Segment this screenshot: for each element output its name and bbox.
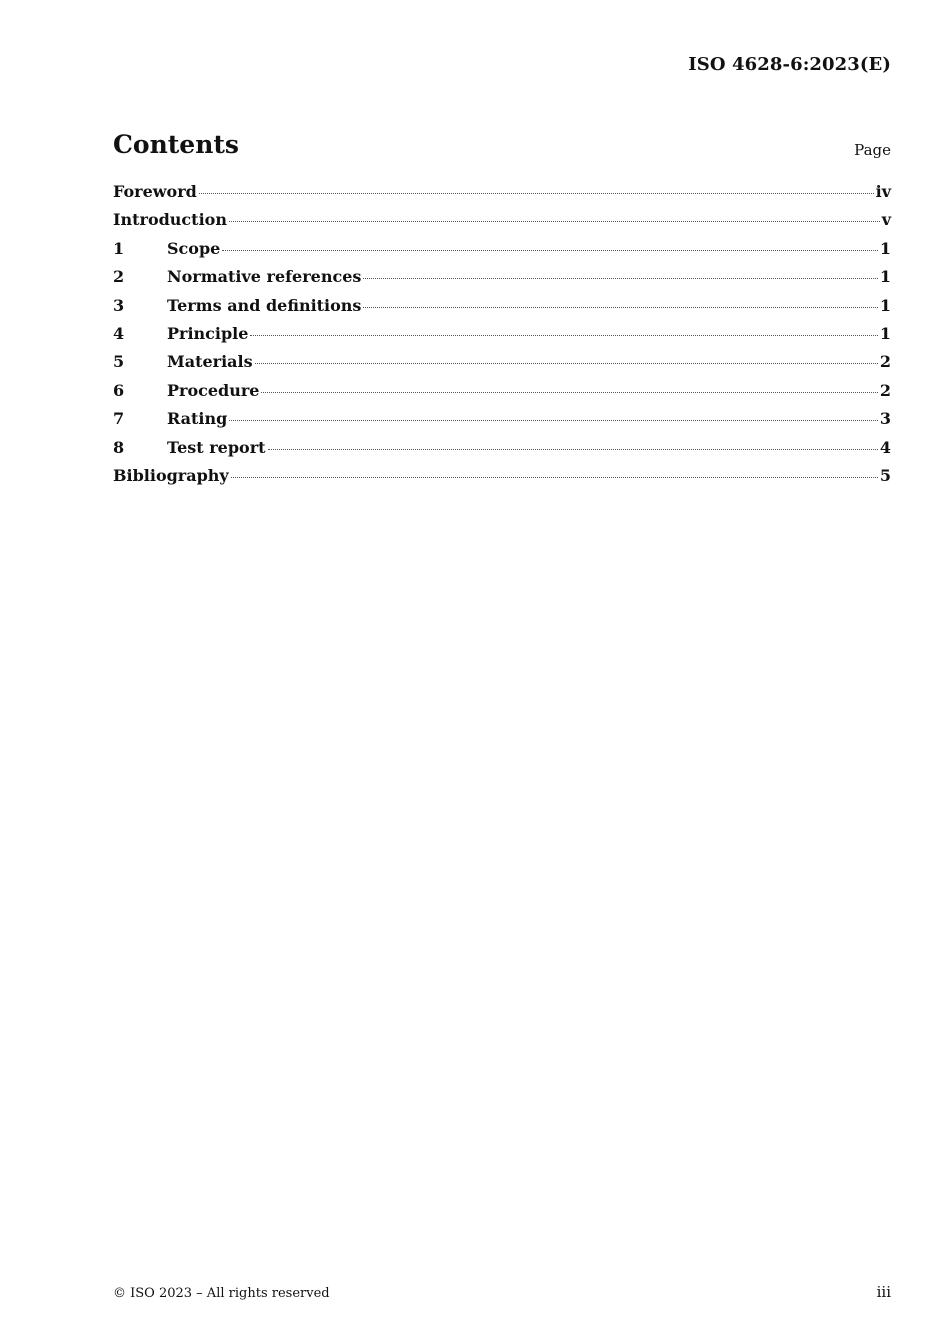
dot-leader [363, 278, 877, 279]
toc-entry-title: Normative references [167, 267, 362, 287]
toc-entry-rating[interactable] [113, 409, 891, 437]
toc-entry-introduction[interactable] [113, 210, 891, 238]
toc-entry-page: 1 [879, 323, 891, 343]
toc-entry-number: 5 [113, 352, 125, 372]
toc-entry-page: 1 [879, 238, 891, 258]
toc-entry-number: 3 [113, 295, 125, 315]
toc-entry-page: 1 [879, 295, 891, 315]
toc-entry-page: 3 [879, 409, 891, 429]
toc-entry-materials[interactable] [113, 352, 891, 380]
document-id: ISO 4628-6:2023(E) [688, 54, 891, 75]
toc-entry-page: iv [875, 182, 891, 201]
dot-leader [255, 363, 878, 364]
toc-entry-principle[interactable] [113, 324, 891, 352]
toc-entry-title: Scope [167, 238, 221, 258]
toc-entry-number: 6 [113, 380, 125, 400]
dot-leader [222, 250, 878, 251]
toc-entry-page: 2 [879, 380, 891, 400]
toc-entry-title: Test report [167, 437, 266, 457]
toc-entry-test-report[interactable] [113, 438, 891, 466]
toc-entry-page: 4 [879, 437, 891, 457]
contents-title: Contents [113, 130, 240, 159]
toc-entry-number: 8 [113, 437, 125, 457]
toc-entry-number: 1 [113, 238, 125, 258]
toc-entry-page: v [881, 210, 891, 230]
toc-entry-title: Terms and definitions [167, 295, 362, 315]
toc-entry-terms-and-definitions[interactable] [113, 296, 891, 324]
toc-entry-number: 2 [113, 267, 125, 287]
footer-page-number: iii [876, 1283, 891, 1301]
toc-entry-number: 7 [113, 409, 125, 429]
dot-leader [250, 335, 877, 336]
toc-entry-number: 4 [113, 323, 125, 343]
toc-entry-title: Bibliography [113, 465, 229, 485]
toc-entry-bibliography[interactable] [113, 466, 891, 494]
toc-entry-title: Rating [167, 409, 228, 429]
dot-leader [229, 420, 878, 421]
toc-entry-page: 5 [879, 465, 891, 485]
page-column-label: Page [854, 141, 891, 159]
toc-entry-title: Materials [167, 352, 253, 372]
footer-copyright: © ISO 2023 – All rights reserved [113, 1286, 330, 1301]
table-of-contents [113, 182, 891, 494]
dot-leader [199, 193, 874, 194]
toc-entry-title: Procedure [167, 380, 260, 400]
toc-entry-page: 1 [879, 267, 891, 287]
toc-entry-page: 2 [879, 352, 891, 372]
toc-entry-foreword[interactable] [113, 182, 891, 210]
dot-leader [231, 477, 878, 478]
dot-leader [261, 392, 877, 393]
toc-entry-scope[interactable] [113, 239, 891, 267]
dot-leader [268, 449, 878, 450]
dot-leader [229, 221, 880, 222]
toc-entry-title: Introduction [113, 210, 227, 230]
toc-entry-title: Foreword [113, 182, 197, 201]
contents-header [113, 130, 891, 166]
toc-entry-procedure[interactable] [113, 381, 891, 409]
dot-leader [363, 307, 877, 308]
toc-entry-title: Principle [167, 323, 249, 343]
toc-entry-normative-references[interactable] [113, 267, 891, 295]
